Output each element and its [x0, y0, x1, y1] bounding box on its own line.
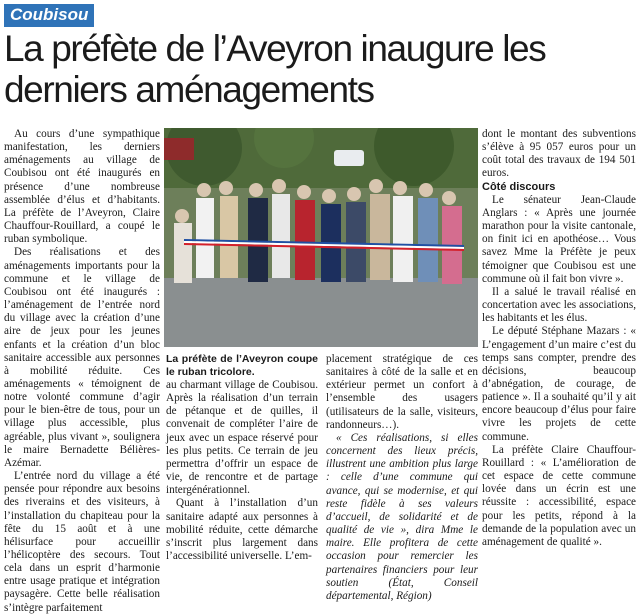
column-1	[4, 128, 160, 615]
body-paragraph: Quant à l’installation d’un sanitaire adapté aux personnes à mobilité réduite, cette démarche s’inscrit plus largement dans l’accessibilité universelle. L’em-	[166, 497, 318, 563]
body-paragraph: au charmant village de Coubisou. Après la réalisation d’un terrain de pétanque et de quilles, il convenait de compléter l’aire de jeux avec un espace réservé pour les plus petits. Ce terrain de jeu permettra d’offrir un espace de vie, de rencontre et de partage intergénérationnel.	[166, 379, 318, 497]
photo-illustration	[164, 128, 478, 347]
quote-paragraph: « Ces réalisations, si elles concernent des lieux précis, illustrent une ambition plus large : celle d’une commune qui avance, qui se modernise, et qui reste fidèle à ses valeurs d’accueil, de solidarité et de qualité de vie », dira Mme le maire. Elle profitera de cette occasion pour remercier les partenaires financiers pour leur soutien (État, Conseil départemental, Région)	[326, 431, 478, 602]
body-paragraph: Il a salué le travail réalisé en concertation avec les associations, les habitants et les élus.	[482, 285, 636, 325]
column-3	[326, 353, 478, 603]
body-paragraph: dont le montant des subventions s’élève à 95 057 euros pour un coût total des travaux de 194 501 euros.	[482, 128, 636, 180]
body-paragraph: Le sénateur Jean-Claude Anglars : « Après une journée marathon pour la visite cantonale, on finit ici en apothéose… Vous savez Mme la Préfète je peux témoigner que Coubisou est une commune où il fait bon vivre ».	[482, 193, 636, 285]
body-paragraph: Au cours d’une sympathique manifestation, les derniers aménagements au village de Coubisou ont été inaugurés en présence d’une nombreuse assemblée d’élus et d’habitants. La préfète de l’Aveyron, Claire Chauffour-Rouillard, a coupé le ruban symbolique.	[4, 128, 160, 246]
column-4	[482, 128, 636, 549]
body-paragraph: Le député Stéphane Mazars : « L’engagement d’un maire c’est du temps sans compter, prendre des décisions, beaucoup d’abnégation, de courage, de patience ». Il a souhaité qu’il y ait encore beaucoup d’élus pour faire vivre les projets de cette commune.	[482, 325, 636, 443]
section-subheading: Côté discours	[482, 180, 556, 193]
body-paragraph: placement stratégique de ces sanitaires à côté de la salle et en extérieur permet un confort à l’ensemble des usagers (utilisateurs de la salle, visiteurs, randonneurs…).	[326, 353, 478, 431]
photo-caption: La préfète de l’Aveyron coupe le ruban tricolore.	[166, 353, 318, 378]
body-paragraph: Des réalisations et des aménagements importants pour la commune et le village de Coubisou ont été inaugurés : l’aménagement de l’entrée nord du village avec la création d’une aire de jeux pour les jeunes enfants et la création d’un bloc sanitaire accessible aux personnes à mobilité réduite. Ces aménagements « témoignent de notre volonté commune d’agir pour le bien-être de tous, pour un village plus accessible, plus agréable, plus vivant », soulignera le maire Bernadette Bélières-Azémar.	[4, 246, 160, 469]
headline: La préfète de l’Aveyron inaugure les derniers aménagements	[4, 28, 546, 110]
body-paragraph: La préfète Claire Chauffour-Rouillard : « L’amélioration de cet espace de cette commune lovée dans un écrin est une réussite : accessibilité, espace pour les petits, répond à la demande de la population avec un aménagement de qualité ».	[482, 443, 636, 548]
column-2	[166, 353, 318, 563]
body-paragraph: L’entrée nord du village a été pensée pour répondre aux besoins des riverains et des visiteurs, à l’installation du chapiteau pour la fête du 15 août et à une hélisurface pour accueillir l’hélicoptère des secours. Tout cela dans un esprit d’harmonie entre usage pratique et intégration paysagère. Cette belle réalisation s’intègre parfaitement	[4, 470, 160, 614]
news-photo	[164, 128, 478, 347]
rubric-tag: Coubisou	[4, 4, 94, 27]
